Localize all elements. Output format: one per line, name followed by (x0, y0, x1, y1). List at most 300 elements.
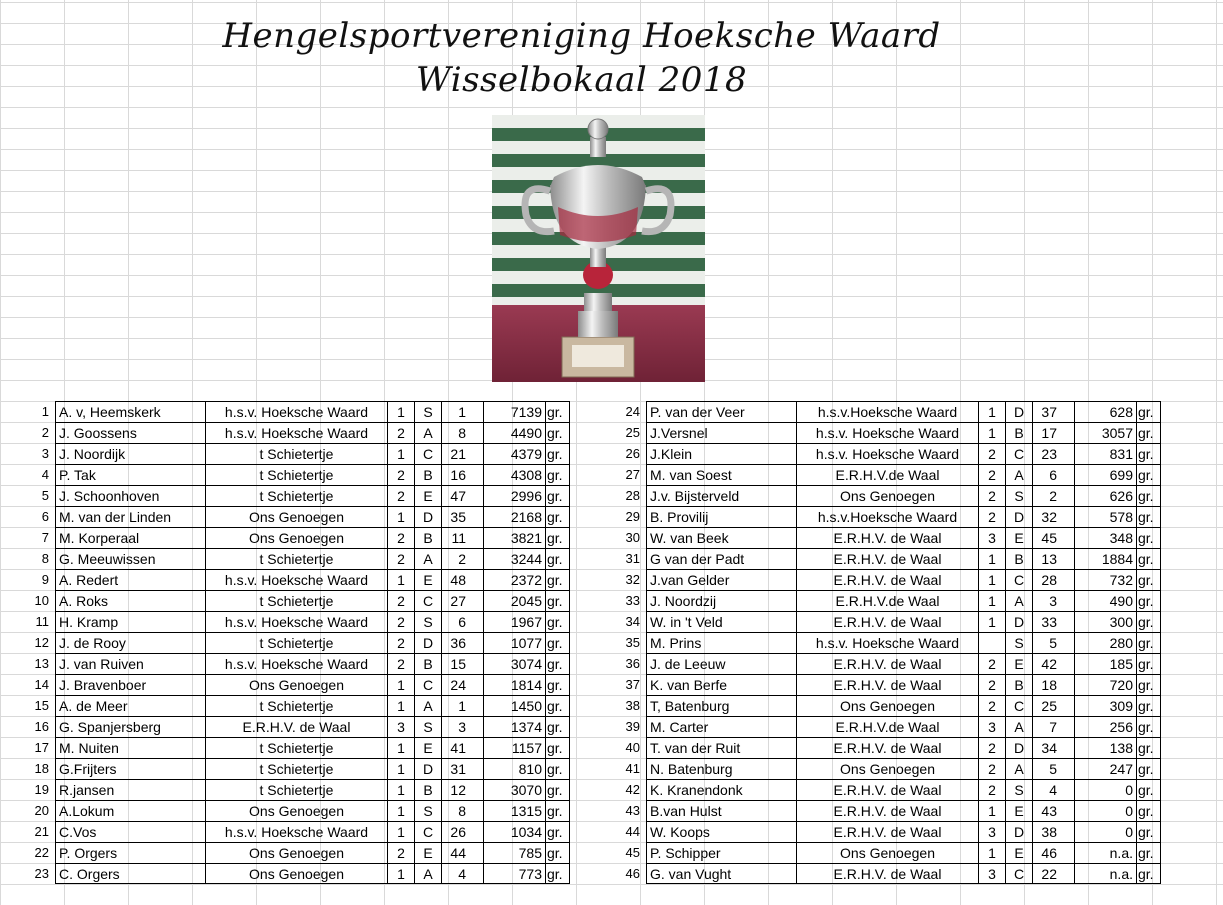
unit-cell: gr. (545, 779, 570, 800)
angler-name-cell: B. Provilij (646, 506, 796, 527)
rank-cell: 3 (41, 446, 49, 461)
unit-cell: gr. (1136, 590, 1161, 611)
club-cell: t Schietertje (205, 779, 387, 800)
club-cell: t Schietertje (205, 548, 387, 569)
angler-name-cell: P. Orgers (55, 842, 205, 863)
spacer-cell (469, 443, 483, 464)
column-c-cell: 4 (1032, 779, 1060, 800)
rank-cell: 23 (34, 866, 49, 881)
spacer-cell (469, 590, 483, 611)
column-b-cell: B (414, 464, 441, 485)
weight-cell: 247 (1074, 758, 1136, 779)
weight-cell: 732 (1074, 569, 1136, 590)
column-a-cell: 2 (978, 464, 1005, 485)
column-b-cell: A (1005, 758, 1032, 779)
column-b-cell: B (1005, 422, 1032, 443)
club-cell: Ons Genoegen (796, 695, 978, 716)
spacer-cell (1060, 695, 1074, 716)
column-b-cell: C (1005, 569, 1032, 590)
rank-cell: 29 (625, 509, 640, 524)
spacer-cell (469, 653, 483, 674)
rank-cell: 34 (625, 614, 640, 629)
rank-cell: 12 (34, 635, 49, 650)
column-c-cell: 31 (441, 758, 469, 779)
club-cell: Ons Genoegen (796, 758, 978, 779)
column-b-cell: E (414, 737, 441, 758)
column-b-cell: S (414, 401, 441, 422)
rank-cell: 38 (625, 698, 640, 713)
club-cell: h.s.v. Hoeksche Waard (205, 422, 387, 443)
weight-cell: 256 (1074, 716, 1136, 737)
club-cell: Ons Genoegen (205, 863, 387, 884)
column-c-cell: 3 (441, 716, 469, 737)
column-a-cell: 1 (387, 863, 414, 884)
weight-cell: 831 (1074, 443, 1136, 464)
column-c-cell: 17 (1032, 422, 1060, 443)
unit-cell: gr. (545, 842, 570, 863)
column-a-cell: 1 (387, 401, 414, 422)
column-b-cell: C (414, 443, 441, 464)
column-a-cell (978, 632, 1005, 653)
club-cell: t Schietertje (205, 695, 387, 716)
column-c-cell: 2 (441, 548, 469, 569)
rank-cell: 11 (35, 614, 49, 629)
column-a-cell: 3 (978, 821, 1005, 842)
spacer-cell (469, 863, 483, 884)
column-c-cell: 1 (441, 695, 469, 716)
page-title: Hengelsportvereniging Hoeksche Waard (222, 16, 941, 56)
weight-cell: 720 (1074, 674, 1136, 695)
spacer-cell (469, 527, 483, 548)
angler-name-cell: A. Redert (55, 569, 205, 590)
spacer-cell (1060, 569, 1074, 590)
spacer-cell (469, 842, 483, 863)
unit-cell: gr. (1136, 779, 1161, 800)
angler-name-cell: W. Koops (646, 821, 796, 842)
angler-name-cell: H. Kramp (55, 611, 205, 632)
angler-name-cell: M. van Soest (646, 464, 796, 485)
weight-cell: 1077 (483, 632, 545, 653)
column-c-cell: 45 (1032, 527, 1060, 548)
club-cell: t Schietertje (205, 590, 387, 611)
club-cell: Ons Genoegen (796, 485, 978, 506)
column-b-cell: C (1005, 443, 1032, 464)
spacer-cell (1060, 653, 1074, 674)
column-a-cell: 1 (387, 443, 414, 464)
column-a-cell: 3 (978, 863, 1005, 884)
column-b-cell: B (414, 779, 441, 800)
column-c-cell: 8 (441, 800, 469, 821)
weight-cell: 1315 (483, 800, 545, 821)
unit-cell: gr. (545, 821, 570, 842)
column-b-cell: D (1005, 401, 1032, 422)
column-b-cell: A (414, 863, 441, 884)
column-b-cell: A (1005, 716, 1032, 737)
rank-cell: 30 (625, 530, 640, 545)
column-a-cell: 1 (978, 842, 1005, 863)
column-a-cell: 2 (387, 485, 414, 506)
club-cell: E.R.H.V.de Waal (796, 464, 978, 485)
weight-cell: 2996 (483, 485, 545, 506)
angler-name-cell: M. Nuiten (55, 737, 205, 758)
spacer-cell (1060, 548, 1074, 569)
angler-name-cell: J. de Rooy (55, 632, 205, 653)
rank-cell: 18 (34, 761, 49, 776)
weight-cell: 185 (1074, 653, 1136, 674)
unit-cell: gr. (1136, 611, 1161, 632)
column-a-cell: 3 (978, 527, 1005, 548)
column-c-cell: 42 (1032, 653, 1060, 674)
rank-cell: 39 (625, 719, 640, 734)
column-b-cell: D (414, 758, 441, 779)
column-b-cell: D (1005, 611, 1032, 632)
unit-cell: gr. (545, 716, 570, 737)
column-c-cell: 23 (1032, 443, 1060, 464)
column-b-cell: D (414, 506, 441, 527)
column-a-cell: 2 (978, 674, 1005, 695)
club-cell: E.R.H.V. de Waal (796, 800, 978, 821)
unit-cell: gr. (1136, 716, 1161, 737)
column-a-cell: 1 (978, 548, 1005, 569)
rank-cell: 31 (625, 551, 640, 566)
angler-name-cell: A. de Meer (55, 695, 205, 716)
column-b-cell: A (1005, 590, 1032, 611)
column-c-cell: 36 (441, 632, 469, 653)
page-subtitle: Wisselbokaal 2018 (415, 60, 748, 100)
rank-cell: 13 (34, 656, 49, 671)
column-a-cell: 1 (978, 611, 1005, 632)
column-a-cell: 2 (387, 422, 414, 443)
column-a-cell: 1 (978, 401, 1005, 422)
column-c-cell: 41 (441, 737, 469, 758)
spacer-cell (1060, 674, 1074, 695)
column-b-cell: D (1005, 506, 1032, 527)
club-cell: E.R.H.V. de Waal (796, 863, 978, 884)
column-a-cell: 2 (978, 737, 1005, 758)
column-c-cell: 34 (1032, 737, 1060, 758)
unit-cell: gr. (1136, 863, 1161, 884)
column-b-cell: S (1005, 779, 1032, 800)
rank-cell: 21 (34, 824, 49, 839)
column-b-cell: A (414, 695, 441, 716)
unit-cell: gr. (1136, 632, 1161, 653)
angler-name-cell: G. Meeuwissen (55, 548, 205, 569)
rank-cell: 10 (34, 593, 49, 608)
weight-cell: 280 (1074, 632, 1136, 653)
spacer-cell (1060, 590, 1074, 611)
angler-name-cell: A. Roks (55, 590, 205, 611)
spacer-cell (469, 485, 483, 506)
weight-cell: 3070 (483, 779, 545, 800)
weight-cell: 1967 (483, 611, 545, 632)
column-b-cell: A (414, 548, 441, 569)
spacer-cell (1060, 737, 1074, 758)
spacer-cell (469, 800, 483, 821)
rank-cell: 45 (625, 845, 640, 860)
spacer-cell (469, 506, 483, 527)
club-cell: Ons Genoegen (205, 506, 387, 527)
column-b-cell: C (414, 590, 441, 611)
weight-cell: 1374 (483, 716, 545, 737)
column-b-cell: C (1005, 863, 1032, 884)
angler-name-cell: J.Klein (646, 443, 796, 464)
rank-cell: 46 (625, 866, 640, 881)
club-cell: h.s.v. Hoeksche Waard (205, 611, 387, 632)
club-cell: E.R.H.V.de Waal (796, 590, 978, 611)
weight-cell: 490 (1074, 590, 1136, 611)
angler-name-cell: M. van der Linden (55, 506, 205, 527)
column-c-cell: 5 (1032, 758, 1060, 779)
unit-cell: gr. (545, 758, 570, 779)
column-a-cell: 2 (387, 842, 414, 863)
column-c-cell: 1 (441, 401, 469, 422)
column-a-cell: 1 (387, 695, 414, 716)
spacer-cell (1060, 779, 1074, 800)
column-c-cell: 18 (1032, 674, 1060, 695)
column-a-cell: 1 (978, 800, 1005, 821)
rank-cell: 33 (625, 593, 640, 608)
unit-cell: gr. (545, 548, 570, 569)
rank-cell: 36 (625, 656, 640, 671)
rank-cell: 41 (625, 761, 640, 776)
column-b-cell: B (1005, 674, 1032, 695)
angler-name-cell: K. Kranendonk (646, 779, 796, 800)
column-a-cell: 2 (978, 653, 1005, 674)
column-c-cell: 26 (441, 821, 469, 842)
unit-cell: gr. (1136, 548, 1161, 569)
column-a-cell: 2 (387, 632, 414, 653)
column-c-cell: 24 (441, 674, 469, 695)
weight-cell: 578 (1074, 506, 1136, 527)
weight-cell: 1034 (483, 821, 545, 842)
column-b-cell: S (1005, 632, 1032, 653)
column-a-cell: 1 (387, 737, 414, 758)
column-a-cell: 2 (978, 779, 1005, 800)
angler-name-cell: C.Vos (55, 821, 205, 842)
club-cell: Ons Genoegen (205, 527, 387, 548)
rank-cell: 26 (625, 446, 640, 461)
club-cell: E.R.H.V. de Waal (796, 527, 978, 548)
spacer-cell (469, 464, 483, 485)
angler-name-cell: J. van Ruiven (55, 653, 205, 674)
column-c-cell: 15 (441, 653, 469, 674)
club-cell: t Schietertje (205, 737, 387, 758)
rank-cell: 4 (41, 467, 49, 482)
column-a-cell: 2 (978, 506, 1005, 527)
column-a-cell: 1 (387, 674, 414, 695)
weight-cell: 626 (1074, 485, 1136, 506)
column-c-cell: 13 (1032, 548, 1060, 569)
spacer-cell (469, 401, 483, 422)
rank-cell: 2 (41, 425, 49, 440)
rank-cell: 8 (41, 551, 49, 566)
spacer-cell (469, 569, 483, 590)
column-b-cell: B (414, 653, 441, 674)
spacer-cell (1060, 527, 1074, 548)
unit-cell: gr. (1136, 527, 1161, 548)
club-cell: E.R.H.V. de Waal (796, 737, 978, 758)
angler-name-cell: P. Tak (55, 464, 205, 485)
rank-cell: 9 (41, 572, 49, 587)
unit-cell: gr. (1136, 842, 1161, 863)
column-c-cell: 44 (441, 842, 469, 863)
club-cell: E.R.H.V. de Waal (796, 821, 978, 842)
weight-cell: 785 (483, 842, 545, 863)
spacer-cell (469, 548, 483, 569)
unit-cell: gr. (1136, 695, 1161, 716)
column-a-cell: 2 (387, 653, 414, 674)
column-b-cell: E (1005, 527, 1032, 548)
weight-cell: 1884 (1074, 548, 1136, 569)
column-c-cell: 11 (441, 527, 469, 548)
club-cell: h.s.v. Hoeksche Waard (205, 569, 387, 590)
unit-cell: gr. (545, 863, 570, 884)
weight-cell: 7139 (483, 401, 545, 422)
weight-cell: 3057 (1074, 422, 1136, 443)
angler-name-cell: J. Noordijk (55, 443, 205, 464)
unit-cell: gr. (1136, 443, 1161, 464)
column-a-cell: 1 (387, 800, 414, 821)
unit-cell: gr. (545, 737, 570, 758)
rank-cell: 27 (625, 467, 640, 482)
weight-cell: 1814 (483, 674, 545, 695)
unit-cell: gr. (1136, 800, 1161, 821)
unit-cell: gr. (1136, 674, 1161, 695)
spacer-cell (1060, 464, 1074, 485)
column-c-cell: 35 (441, 506, 469, 527)
column-a-cell: 2 (978, 695, 1005, 716)
column-c-cell: 28 (1032, 569, 1060, 590)
column-b-cell: S (1005, 485, 1032, 506)
rank-cell: 35 (625, 635, 640, 650)
unit-cell: gr. (545, 800, 570, 821)
spacer-cell (469, 779, 483, 800)
unit-cell: gr. (1136, 485, 1161, 506)
column-b-cell: C (414, 674, 441, 695)
column-b-cell: B (414, 527, 441, 548)
unit-cell: gr. (545, 695, 570, 716)
angler-name-cell: N. Batenburg (646, 758, 796, 779)
unit-cell: gr. (1136, 422, 1161, 443)
column-a-cell: 3 (387, 716, 414, 737)
angler-name-cell: A. v, Heemskerk (55, 401, 205, 422)
unit-cell: gr. (545, 590, 570, 611)
spacer-cell (1060, 716, 1074, 737)
rank-cell: 43 (625, 803, 640, 818)
weight-cell: 4490 (483, 422, 545, 443)
column-a-cell: 2 (387, 464, 414, 485)
spacer-cell (469, 737, 483, 758)
rank-cell: 28 (625, 488, 640, 503)
column-b-cell: C (1005, 695, 1032, 716)
weight-cell: 300 (1074, 611, 1136, 632)
angler-name-cell: A.Lokum (55, 800, 205, 821)
spacer-cell (1060, 821, 1074, 842)
angler-name-cell: W. van Beek (646, 527, 796, 548)
unit-cell: gr. (545, 422, 570, 443)
club-cell: h.s.v.Hoeksche Waard (796, 506, 978, 527)
column-c-cell: 2 (1032, 485, 1060, 506)
spacer-cell (469, 674, 483, 695)
unit-cell: gr. (1136, 506, 1161, 527)
column-c-cell: 33 (1032, 611, 1060, 632)
column-b-cell: S (414, 800, 441, 821)
unit-cell: gr. (545, 674, 570, 695)
rank-cell: 15 (34, 698, 49, 713)
weight-cell: 699 (1074, 464, 1136, 485)
rank-cell: 20 (34, 803, 49, 818)
weight-cell: 3244 (483, 548, 545, 569)
rank-cell: 14 (34, 677, 49, 692)
club-cell: h.s.v. Hoeksche Waard (796, 632, 978, 653)
club-cell: h.s.v.Hoeksche Waard (796, 401, 978, 422)
weight-cell: 2372 (483, 569, 545, 590)
weight-cell: n.a. (1074, 863, 1136, 884)
column-c-cell: 6 (441, 611, 469, 632)
angler-name-cell: K. van Berfe (646, 674, 796, 695)
angler-name-cell: R.jansen (55, 779, 205, 800)
column-c-cell: 22 (1032, 863, 1060, 884)
unit-cell: gr. (545, 443, 570, 464)
column-c-cell: 6 (1032, 464, 1060, 485)
rank-cell: 5 (41, 488, 49, 503)
club-cell: E.R.H.V. de Waal (796, 548, 978, 569)
weight-cell: 309 (1074, 695, 1136, 716)
weight-cell: 1450 (483, 695, 545, 716)
column-b-cell: S (414, 611, 441, 632)
weight-cell: 1157 (483, 737, 545, 758)
column-c-cell: 25 (1032, 695, 1060, 716)
club-cell: E.R.H.V. de Waal (205, 716, 387, 737)
club-cell: E.R.H.V. de Waal (796, 779, 978, 800)
weight-cell: 348 (1074, 527, 1136, 548)
weight-cell: 138 (1074, 737, 1136, 758)
weight-cell: 2168 (483, 506, 545, 527)
column-b-cell: D (414, 632, 441, 653)
angler-name-cell: J. Noordzij (646, 590, 796, 611)
angler-name-cell: G. van Vught (646, 863, 796, 884)
spacer-cell (1060, 506, 1074, 527)
club-cell: Ons Genoegen (205, 842, 387, 863)
column-c-cell: 3 (1032, 590, 1060, 611)
spacer-cell (469, 758, 483, 779)
column-c-cell: 47 (441, 485, 469, 506)
rank-cell: 16 (34, 719, 49, 734)
rank-cell: 42 (625, 782, 640, 797)
angler-name-cell: P. van der Veer (646, 401, 796, 422)
weight-cell: 0 (1074, 821, 1136, 842)
spacer-cell (1060, 800, 1074, 821)
spacer-cell (469, 695, 483, 716)
club-cell: h.s.v. Hoeksche Waard (205, 653, 387, 674)
rank-cell: 25 (625, 425, 640, 440)
column-c-cell: 5 (1032, 632, 1060, 653)
column-a-cell: 1 (387, 779, 414, 800)
column-b-cell: E (1005, 800, 1032, 821)
column-b-cell: B (1005, 548, 1032, 569)
angler-name-cell: G. Spanjersberg (55, 716, 205, 737)
column-c-cell: 43 (1032, 800, 1060, 821)
column-a-cell: 2 (387, 527, 414, 548)
spacer-cell (1060, 863, 1074, 884)
column-a-cell: 2 (978, 758, 1005, 779)
column-b-cell: E (414, 842, 441, 863)
column-c-cell: 32 (1032, 506, 1060, 527)
spacer-cell (469, 422, 483, 443)
rank-cell: 44 (625, 824, 640, 839)
column-a-cell: 1 (978, 590, 1005, 611)
column-c-cell: 12 (441, 779, 469, 800)
